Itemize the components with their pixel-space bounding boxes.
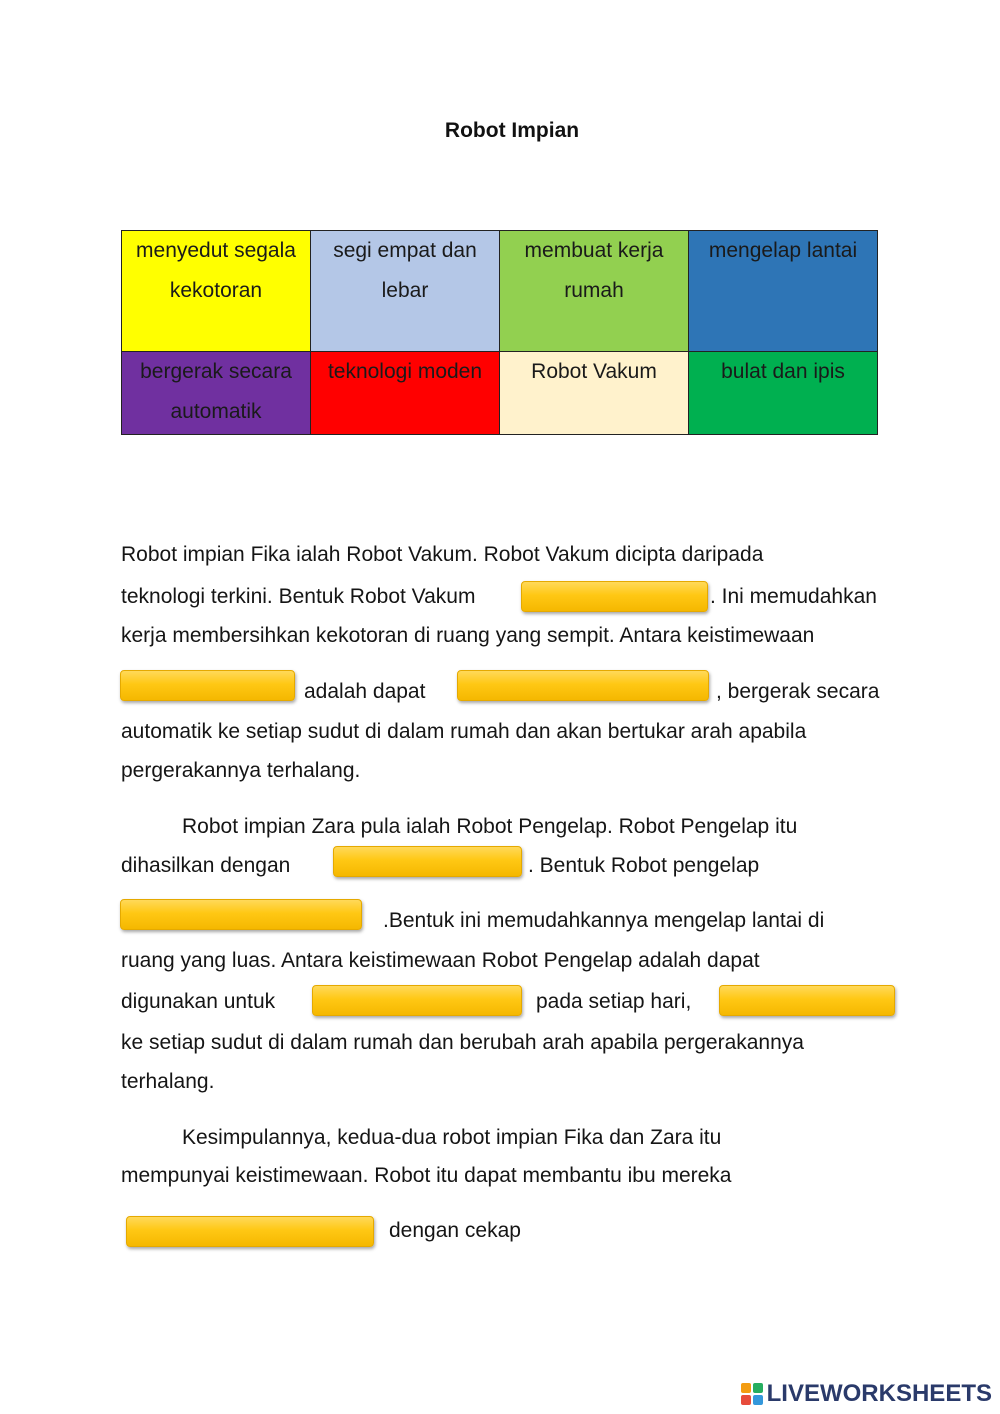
passage-line: .Bentuk ini memudahkannya mengelap lantai di: [383, 909, 825, 932]
word-bank-cell: bergerak secara automatik: [122, 352, 311, 435]
passage-line: automatik ke setiap sudut di dalam rumah dan akan bertukar arah apabila: [121, 720, 807, 743]
passage-line: pergerakannya terhalang.: [121, 759, 361, 782]
word-bank-cell: mengelap lantai: [689, 231, 878, 352]
answer-box-4[interactable]: [333, 846, 522, 877]
word-bank-cell: segi empat dan lebar: [311, 231, 500, 352]
answer-box-7[interactable]: [719, 985, 895, 1016]
answer-box-5[interactable]: [120, 899, 362, 930]
passage-line: ke setiap sudut di dalam rumah dan berubah arah apabila pergerakannya: [121, 1031, 804, 1054]
passage-line: ruang yang luas. Antara keistimewaan Robot Pengelap adalah dapat: [121, 949, 760, 972]
word-bank-row: [122, 352, 878, 435]
answer-box-6[interactable]: [312, 985, 522, 1016]
logo-text: LIVEWORKSHEETS: [766, 1380, 992, 1407]
liveworksheets-logo: [741, 1380, 992, 1408]
answer-box-2[interactable]: [120, 670, 295, 701]
passage-line: . Bentuk Robot pengelap: [528, 854, 760, 877]
passage-line: dengan cekap: [389, 1219, 521, 1242]
logo-square: [753, 1383, 763, 1393]
passage-line: Kesimpulannya, kedua-dua robot impian Fika dan Zara itu: [182, 1126, 722, 1149]
passage-line: pada setiap hari,: [536, 990, 692, 1013]
passage-line: . Ini memudahkan: [710, 585, 877, 608]
liveworksheets-logo-icon: [741, 1383, 763, 1405]
answer-box-3[interactable]: [457, 670, 709, 701]
answer-box-1[interactable]: [521, 581, 708, 612]
passage-line: digunakan untuk: [121, 990, 276, 1013]
answer-box-8[interactable]: [126, 1216, 374, 1247]
passage-line: teknologi terkini. Bentuk Robot Vakum: [121, 585, 476, 608]
passage-line: kerja membersihkan kekotoran di ruang yang sempit. Antara keistimewaan: [121, 624, 815, 647]
word-bank-cell: menyedut segala kekotoran: [122, 231, 311, 352]
passage-line: terhalang.: [121, 1070, 215, 1093]
logo-square: [753, 1395, 763, 1405]
passage-line: mempunyai keistimewaan. Robot itu dapat membantu ibu mereka: [121, 1164, 732, 1187]
passage-line: adalah dapat: [304, 680, 426, 703]
passage-line: Robot impian Zara pula ialah Robot Pengelap. Robot Pengelap itu: [182, 815, 798, 838]
word-bank-row: [122, 231, 878, 352]
word-bank-cell: teknologi moden: [311, 352, 500, 435]
word-bank-table: [121, 230, 878, 435]
word-bank-cell: bulat dan ipis: [689, 352, 878, 435]
word-bank-cell: membuat kerja rumah: [500, 231, 689, 352]
passage-line: Robot impian Fika ialah Robot Vakum. Robot Vakum dicipta daripada: [121, 543, 764, 566]
passage-line: , bergerak secara: [716, 680, 880, 703]
worksheet-title: Robot Impian: [444, 119, 580, 142]
passage-line: dihasilkan dengan: [121, 854, 291, 877]
word-bank-cell: Robot Vakum: [500, 352, 689, 435]
logo-square: [741, 1383, 751, 1393]
logo-square: [741, 1395, 751, 1405]
